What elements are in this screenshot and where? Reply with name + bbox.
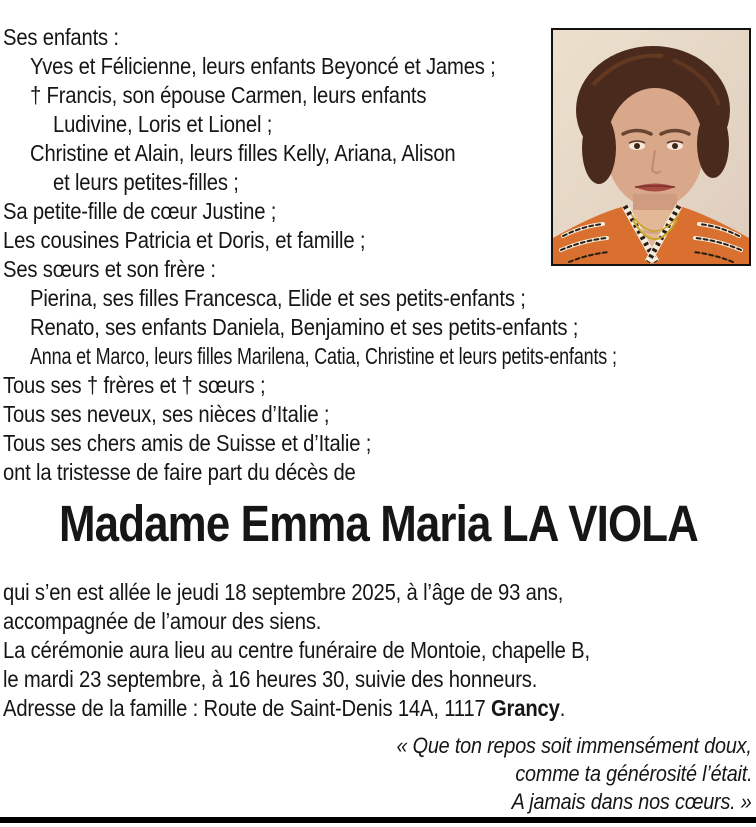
family-line-text: Ludivine, Loris et Lionel ;	[53, 111, 273, 137]
address-suffix: .	[559, 695, 566, 721]
family-line	[3, 400, 756, 429]
quote-line-text: « Que ton repos soit immensément doux,	[396, 733, 752, 758]
portrait-photo	[551, 28, 751, 266]
family-line-text: Sa petite-fille de cœur Justine ;	[3, 198, 277, 224]
memorial-quote	[0, 732, 756, 816]
details	[0, 578, 756, 723]
iris-right	[672, 143, 678, 149]
detail-line	[3, 636, 756, 665]
family-line-text: † Francis, son épouse Carmen, leurs enfants	[30, 82, 427, 108]
family-line-text: Yves et Félicienne, leurs enfants Beyoncé et James ;	[30, 53, 496, 79]
portrait-illustration	[553, 30, 749, 264]
family-line-text: Anna et Marco, leurs filles Marilena, Catia, Christine et leurs petits-enfants ;	[30, 343, 617, 369]
family-line-text: et leurs petites-filles ;	[53, 169, 239, 195]
address-town: Grancy	[490, 695, 560, 721]
address-prefix: Adresse de la famille : Route de Saint-Denis 14A, 1117	[3, 695, 491, 721]
family-line-text: Ses enfants :	[3, 24, 119, 50]
family-line-text: Tous ses neveux, ses nièces d’Italie ;	[3, 401, 330, 427]
family-line-text: Pierina, ses filles Francesca, Elide et ses petits-enfants ;	[30, 285, 526, 311]
quote-line-text: A jamais dans nos cœurs. »	[512, 789, 752, 814]
family-line-text: Christine et Alain, leurs filles Kelly, Ariana, Alison	[30, 140, 456, 166]
bottom-divider	[0, 817, 756, 823]
quote-line-text: comme ta générosité l’était.	[514, 761, 752, 786]
family-line	[3, 371, 756, 400]
hair-side-left	[582, 112, 616, 184]
family-line	[3, 284, 756, 313]
detail-line	[3, 607, 756, 636]
family-line-text: ont la tristesse de faire part du décès de	[3, 459, 356, 485]
family-line-text: Tous ses chers amis de Suisse et d’Italie ;	[3, 430, 372, 456]
family-line	[3, 313, 756, 342]
family-line	[3, 342, 756, 371]
deceased-name-text: Madame Emma Maria LA VIOLA	[58, 495, 698, 552]
detail-line-text: accompagnée de l’amour des siens.	[3, 608, 322, 634]
detail-line	[3, 665, 756, 694]
detail-line-text: La cérémonie aura lieu au centre funéraire de Montoie, chapelle B,	[3, 637, 590, 663]
detail-line	[3, 578, 756, 607]
quote-line	[0, 760, 752, 788]
family-address-text	[3, 694, 565, 723]
hair-side-right	[697, 110, 729, 178]
quote-line	[0, 788, 752, 816]
family-line-text: Les cousines Patricia et Doris, et famille ;	[3, 227, 366, 253]
detail-line-text: qui s’en est allée le jeudi 18 septembre 2025, à l’âge de 93 ans,	[3, 579, 564, 605]
iris-left	[634, 143, 640, 149]
detail-line-text: le mardi 23 septembre, à 16 heures 30, suivie des honneurs.	[3, 666, 538, 692]
deceased-name	[0, 495, 756, 553]
family-address-line	[3, 694, 756, 723]
family-line-text: Ses sœurs et son frère :	[3, 256, 216, 282]
family-line-text: Tous ses † frères et † sœurs ;	[3, 372, 266, 398]
family-line	[3, 458, 756, 487]
family-line-text: Renato, ses enfants Daniela, Benjamino et ses petits-enfants ;	[30, 314, 579, 340]
quote-line	[0, 732, 752, 760]
family-line	[3, 429, 756, 458]
